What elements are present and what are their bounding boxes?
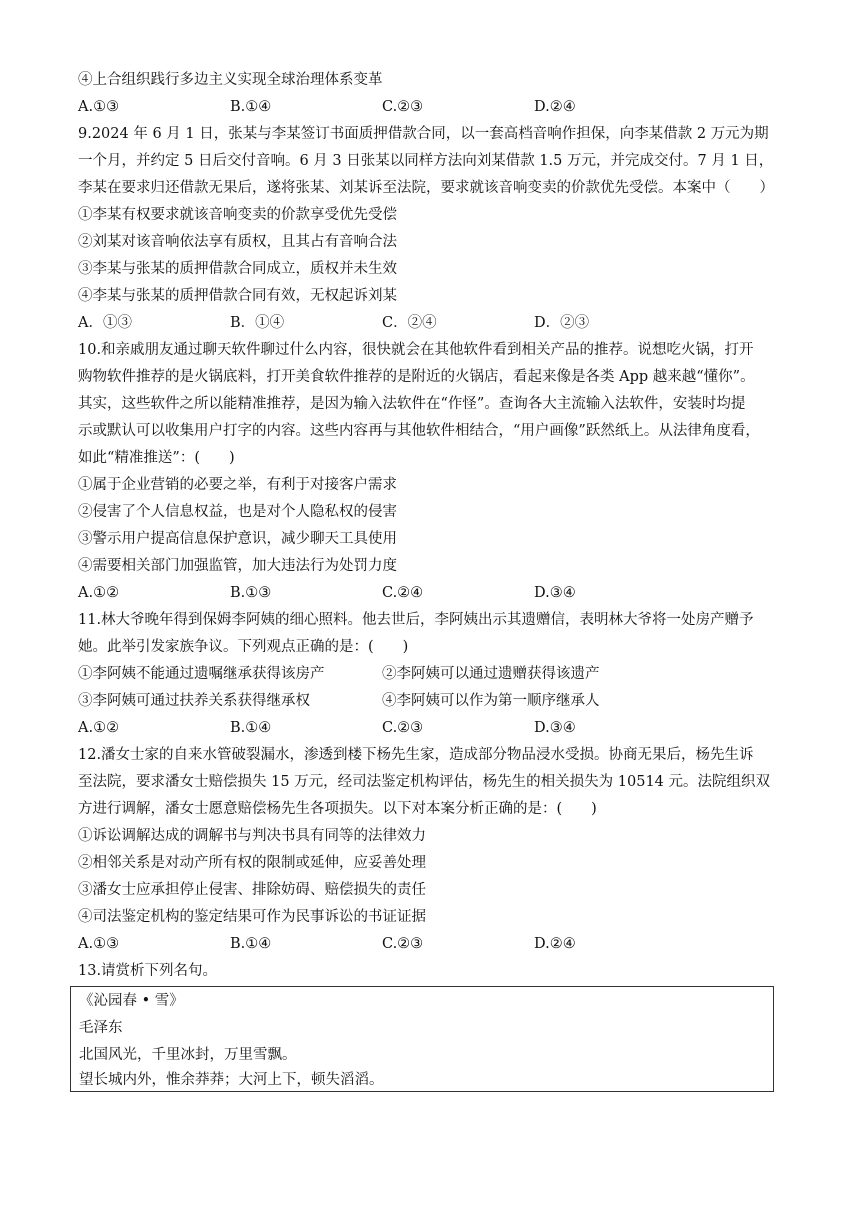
q8-item-4: ④上合组织践行多边主义实现全球治理体系变革 — [78, 72, 383, 88]
q9-item-4: ④李某与张某的质押借款合同有效，无权起诉刘某 — [78, 288, 397, 304]
poem-title: 《沁园春 • 雪》 — [79, 993, 184, 1009]
q12-option-a: A.①③ — [78, 936, 120, 952]
q11-option-c: C.②③ — [382, 720, 424, 736]
q8-option-d: D.②④ — [534, 99, 576, 115]
q10-item-2: ②侵害了个人信息权益，也是对个人隐私权的侵害 — [78, 504, 397, 520]
q11-item-3: ③李阿姨可通过扶养关系获得继承权 — [78, 693, 310, 709]
q11-option-a: A.①② — [78, 720, 120, 736]
q12-options — [78, 934, 798, 954]
q11-stem-line-1: 11.林大爷晚年得到保姆李阿姨的细心照料。他去世后，李阿姨出示其遗赠信，表明林大爷将一处房产赠予 — [78, 612, 754, 628]
q10-stem-line-5: 如此“精准推送”：( ) — [78, 450, 235, 466]
q12-item-3: ③潘女士应承担停止侵害、排除妨碍、赔偿损失的责任 — [78, 882, 426, 898]
q8-options — [78, 97, 798, 117]
poem-author: 毛泽东 — [79, 1020, 123, 1036]
q9-option-b: B．①④ — [230, 315, 285, 331]
q8-option-a: A.①③ — [78, 99, 120, 115]
poem-verse-2: 望长城内外，惟余莽莽；大河上下，顿失滔滔。 — [79, 1072, 384, 1088]
q10-options — [78, 583, 798, 603]
q11-items-row-1 — [78, 664, 798, 684]
q9-item-2: ②刘某对该音响依法享有质权，且其占有音响合法 — [78, 234, 397, 250]
q12-item-4: ④司法鉴定机构的鉴定结果可作为民事诉讼的书证证据 — [78, 909, 426, 925]
q12-item-1: ①诉讼调解达成的调解书与判决书具有同等的法律效力 — [78, 828, 426, 844]
q10-option-d: D.③④ — [534, 585, 576, 601]
q12-stem-line-2: 至法院，要求潘女士赔偿损失 15 万元，经司法鉴定机构评估，杨先生的相关损失为 10514 元。法院组织双 — [78, 774, 771, 790]
q11-item-4: ④李阿姨可以作为第一顺序继承人 — [382, 693, 600, 709]
q9-item-1: ①李某有权要求就该音响变卖的价款享受优先受偿 — [78, 207, 397, 223]
q9-stem-line-2: 一个月，并约定 5 日后交付音响。6 月 3 日张某以同样方法向刘某借款 1.5 万元，并完成交付。7 月 1 日， — [78, 153, 774, 169]
q11-items-row-2 — [78, 691, 798, 711]
q11-stem-line-2: 她。此举引发家族争议。下列观点正确的是：( ) — [78, 639, 409, 655]
q9-stem-line-1: 9.2024 年 6 月 1 日，张某与李某签订书面质押借款合同，以一套高档音响作担保，向李某借款 2 万元为期 — [78, 126, 769, 142]
q12-item-2: ②相邻关系是对动产所有权的限制或延伸，应妥善处理 — [78, 855, 426, 871]
q10-stem-line-1: 10.和亲戚朋友通过聊天软件聊过什么内容，很快就会在其他软件看到相关产品的推荐。说想吃火锅，打开 — [78, 342, 754, 358]
q9-option-c: C．②④ — [382, 315, 437, 331]
q10-option-c: C.②④ — [382, 585, 424, 601]
q9-stem-line-3: 李某在要求归还借款无果后，遂将张某、刘某诉至法院，要求就该音响变卖的价款优先受偿。本案中（ ） — [78, 180, 774, 196]
poem-box — [70, 986, 774, 1092]
q11-options — [78, 718, 798, 738]
q9-item-3: ③李某与张某的质押借款合同成立，质权并未生效 — [78, 261, 397, 277]
q10-stem-line-3: 其实，这些软件之所以能精准推荐，是因为输入法软件在“作怪”。查询各大主流输入法软件，安装时均提 — [78, 396, 746, 412]
q11-item-1: ①李阿姨不能通过遗嘱继承获得该房产 — [78, 666, 325, 682]
q10-option-b: B.①③ — [230, 585, 272, 601]
q10-option-a: A.①② — [78, 585, 120, 601]
q8-option-c: C.②③ — [382, 99, 424, 115]
q13-stem: 13.请赏析下列名句。 — [78, 963, 218, 979]
q10-stem-line-2: 购物软件推荐的是火锅底料，打开美食软件推荐的是附近的火锅店，看起来像是各类 App 越来越“懂你”。 — [78, 369, 755, 385]
q12-option-c: C.②③ — [382, 936, 424, 952]
q10-item-1: ①属于企业营销的必要之举，有利于对接客户需求 — [78, 477, 397, 493]
q12-stem-line-1: 12.潘女士家的自来水管破裂漏水，渗透到楼下杨先生家，造成部分物品浸水受损。协商无果后，杨先生诉 — [78, 747, 754, 763]
q12-option-b: B.①④ — [230, 936, 272, 952]
q10-item-3: ③警示用户提高信息保护意识，减少聊天工具使用 — [78, 531, 397, 547]
q8-option-b: B.①④ — [230, 99, 272, 115]
q9-option-d: D．②③ — [534, 315, 590, 331]
q12-option-d: D.②④ — [534, 936, 576, 952]
q9-options — [78, 313, 798, 333]
poem-verse-1: 北国风光，千里冰封，万里雪飘。 — [79, 1047, 297, 1063]
q9-option-a: A．①③ — [78, 315, 132, 331]
q12-stem-line-3: 方进行调解，潘女士愿意赔偿杨先生各项损失。以下对本案分析正确的是：( ) — [78, 801, 597, 817]
q10-stem-line-4: 示或默认可以收集用户打字的内容。这些内容再与其他软件相结合，“用户画像”跃然纸上。从法律角度看， — [78, 423, 760, 439]
q11-item-2: ②李阿姨可以通过遗赠获得该遗产 — [382, 666, 600, 682]
q11-option-b: B.①④ — [230, 720, 272, 736]
q11-option-d: D.③④ — [534, 720, 576, 736]
q10-item-4: ④需要相关部门加强监管，加大违法行为处罚力度 — [78, 558, 397, 574]
